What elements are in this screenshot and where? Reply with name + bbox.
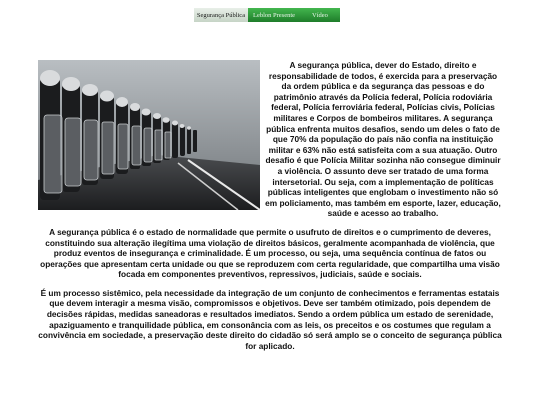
tab-seguranca-publica[interactable]: Segurança Pública <box>194 8 248 22</box>
paragraph-3: É um processo sistêmico, pela necessidade da integração de um conjunto de conhecimentos e ferramentas estatais que devem interagir a mesma visão, compromissos e objetivos. Deve ser também otimizado, pois dependem de decisões rápidas, medidas saneadoras e resultados imediatos. Sendo a ordem pública um estado de serenidade, apaziguamento e tranquilidade pública, em consonância com as leis, os preceitos e os costumes que regulam a convivência em sociedade, a preservação deste direito do cidadão só será amplo se o conceito de segurança pública for aplicado. <box>38 287 502 351</box>
article <box>38 60 502 359</box>
riot-police-line-illustration <box>38 60 260 210</box>
paragraph-2: A segurança pública é o estado de normalidade que permite o usufruto de direitos e o cumprimento de deveres, constituindo sua alteração ilegítima uma violação de direitos básicos, geralmente acompanhada de violência, que produz eventos de insegurança e criminalidade. É um processo, ou seja, uma sequência contínua de fatos ou operações que apresentam certa unidade ou que se reproduzem com certa regularidade, que compartilha uma visão focada em componentes preventivos, repressivos, judiciais, saúde e sociais. <box>40 226 500 280</box>
paragraph-1: A segurança pública, dever do Estado, direito e responsabilidade de todos, é exercida para a preservação da ordem pública e da segurança das pessoas e do patrimônio através da Polícia federal, Polícia rodoviária federal, Polícia ferroviária federal, Polícias civis, Polícias militares e Corpos de bombeiros militares. A segurança pública enfrenta muitos desafios, sendo um deles o fato de que 70% da população do país não confia na instituição militar e 63% não está satisfeita com a sua atuação. Outro desafio é que Polícia Militar sozinha não consegue diminuir a violência. O assunto deve ser tratado de uma forma intersetorial. Ou seja, com a implementação de políticas públicas inteligentes que englobam o investimento não só em policiamento, mas também em esporte, lazer, educação, saúde e acesso ao trabalho. <box>265 60 501 219</box>
riot-police-photo <box>38 60 260 210</box>
tab-video[interactable]: Vídeo <box>300 8 340 22</box>
top-nav <box>194 8 340 22</box>
tab-leblon-presente[interactable]: Leblon Presente <box>248 8 300 22</box>
